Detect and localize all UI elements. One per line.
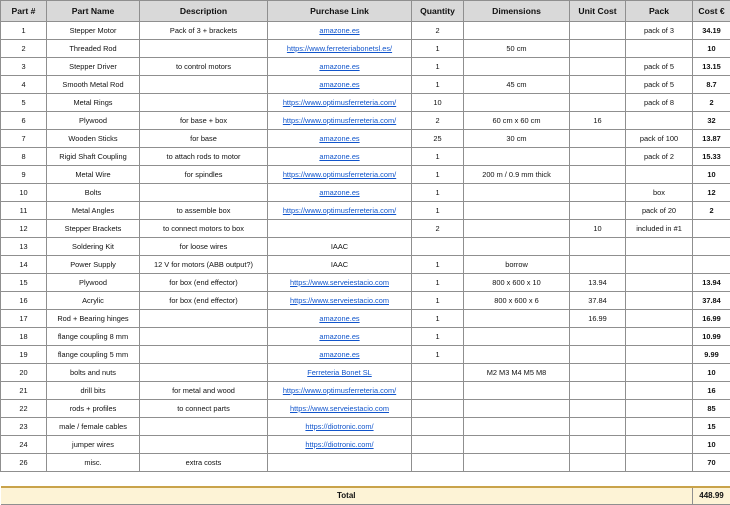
cell-unit-cost[interactable]	[570, 418, 626, 436]
table-row	[1, 256, 730, 274]
cell-part-name[interactable]: Metal Rings	[47, 94, 140, 112]
cell-description[interactable]	[140, 40, 268, 58]
purchase-link[interactable]: https://www.serveiestacio.com	[268, 292, 412, 310]
cell-unit-cost[interactable]	[570, 454, 626, 472]
cell-part-name[interactable]: Metal Wire	[47, 166, 140, 184]
cell-unit-cost[interactable]	[570, 238, 626, 256]
table-row	[1, 364, 730, 382]
cell-pack[interactable]	[626, 166, 693, 184]
cell-description[interactable]	[140, 76, 268, 94]
cell-dimensions[interactable]: 50 cm	[464, 40, 570, 58]
header-dimensions[interactable]: Dimensions	[464, 1, 570, 22]
cell-unit-cost[interactable]	[570, 184, 626, 202]
cell-part-num[interactable]: 15	[1, 274, 47, 292]
table-row	[1, 382, 730, 400]
header-pack[interactable]: Pack	[626, 1, 693, 22]
cell-dimensions[interactable]	[464, 436, 570, 454]
cell-description[interactable]: to control motors	[140, 58, 268, 76]
cell-pack[interactable]	[626, 454, 693, 472]
cell-cost[interactable]: 15.33	[693, 148, 730, 166]
cell-pack[interactable]	[626, 418, 693, 436]
cell-pack[interactable]: pack of 5	[626, 58, 693, 76]
cell-part-num[interactable]: 20	[1, 364, 47, 382]
cell-quantity[interactable]: 1	[412, 346, 464, 364]
cell-quantity[interactable]: 1	[412, 40, 464, 58]
cell-pack[interactable]: pack of 20	[626, 202, 693, 220]
cell-cost[interactable]: 37.84	[693, 292, 730, 310]
cell-pack[interactable]	[626, 364, 693, 382]
cell-dimensions[interactable]	[464, 400, 570, 418]
cell-part-name[interactable]: bolts and nuts	[47, 364, 140, 382]
purchase-link[interactable]: amazone.es	[268, 328, 412, 346]
table-row	[1, 400, 730, 418]
cell-part-num[interactable]: 5	[1, 94, 47, 112]
cell-dimensions[interactable]	[464, 328, 570, 346]
cell-quantity[interactable]: 10	[412, 94, 464, 112]
table-row	[1, 112, 730, 130]
purchase-link[interactable]: https://diotronic.com/	[268, 418, 412, 436]
cell-part-name[interactable]: jumper wires	[47, 436, 140, 454]
header-part-num[interactable]: Part #	[1, 1, 47, 22]
cell-part-name[interactable]: flange coupling 5 mm	[47, 346, 140, 364]
cell-cost[interactable]: 16	[693, 382, 730, 400]
cell-unit-cost[interactable]	[570, 436, 626, 454]
table-row	[1, 202, 730, 220]
cell-cost[interactable]: 13.94	[693, 274, 730, 292]
cell-dimensions[interactable]: 60 cm x 60 cm	[464, 112, 570, 130]
purchase-link[interactable]: amazone.es	[268, 58, 412, 76]
cell-unit-cost[interactable]	[570, 130, 626, 148]
total-label[interactable]: Total	[1, 487, 693, 505]
cell-part-name[interactable]: misc.	[47, 454, 140, 472]
cell-part-name[interactable]: Stepper Motor	[47, 22, 140, 40]
cell-dimensions[interactable]: 45 cm	[464, 76, 570, 94]
cell-description[interactable]: for box (end effector)	[140, 274, 268, 292]
table-row	[1, 292, 730, 310]
cell-description[interactable]: Pack of 3 + brackets	[140, 22, 268, 40]
table-row	[1, 454, 730, 472]
cell-unit-cost[interactable]	[570, 364, 626, 382]
cell-dimensions[interactable]	[464, 418, 570, 436]
table-row	[1, 130, 730, 148]
cell-pack[interactable]: pack of 2	[626, 148, 693, 166]
cell-part-num[interactable]: 1	[1, 22, 47, 40]
cell-part-name[interactable]: drill bits	[47, 382, 140, 400]
purchase-link[interactable]: https://www.ferreteriabonetsl.es/	[268, 40, 412, 58]
cell-quantity[interactable]	[412, 454, 464, 472]
cell-description[interactable]	[140, 364, 268, 382]
cell-cost[interactable]: 32	[693, 112, 730, 130]
cell-part-name[interactable]: Soldering Kit	[47, 238, 140, 256]
cell-quantity[interactable]: 1	[412, 58, 464, 76]
cell-unit-cost[interactable]	[570, 328, 626, 346]
cell-description[interactable]	[140, 346, 268, 364]
cell-dimensions[interactable]: 800 x 600 x 10	[464, 274, 570, 292]
cell-quantity[interactable]: 1	[412, 274, 464, 292]
cell-unit-cost[interactable]	[570, 202, 626, 220]
cell-part-name[interactable]: rods + profiles	[47, 400, 140, 418]
cell-unit-cost[interactable]	[570, 40, 626, 58]
cell-part-name[interactable]: flange coupling 8 mm	[47, 328, 140, 346]
cell-dimensions[interactable]	[464, 346, 570, 364]
cell-purchase-source[interactable]: IAAC	[268, 256, 412, 274]
table-row	[1, 76, 730, 94]
cell-unit-cost[interactable]: 13.94	[570, 274, 626, 292]
cell-unit-cost[interactable]	[570, 382, 626, 400]
cell-dimensions[interactable]	[464, 22, 570, 40]
cell-quantity[interactable]: 2	[412, 112, 464, 130]
cell-dimensions[interactable]	[464, 238, 570, 256]
cell-part-num[interactable]: 12	[1, 220, 47, 238]
table-row	[1, 40, 730, 58]
table-row	[1, 310, 730, 328]
blank-cell[interactable]	[1, 472, 730, 488]
cell-part-name[interactable]: Rod + Bearing hinges	[47, 310, 140, 328]
cell-pack[interactable]	[626, 238, 693, 256]
cell-part-num[interactable]: 6	[1, 112, 47, 130]
cell-pack[interactable]	[626, 400, 693, 418]
purchase-link[interactable]: amazone.es	[268, 346, 412, 364]
cell-part-name[interactable]: Power Supply	[47, 256, 140, 274]
purchase-link[interactable]: https://diotronic.com/	[268, 436, 412, 454]
cell-unit-cost[interactable]	[570, 94, 626, 112]
cell-cost[interactable]: 13.15	[693, 58, 730, 76]
cell-purchase-source[interactable]	[268, 454, 412, 472]
table-row	[1, 346, 730, 364]
purchase-link[interactable]: https://www.optimusferreteria.com/	[268, 382, 412, 400]
total-row	[1, 487, 730, 505]
cell-pack[interactable]	[626, 436, 693, 454]
purchase-link[interactable]: amazone.es	[268, 76, 412, 94]
cell-unit-cost[interactable]: 16.99	[570, 310, 626, 328]
cell-cost[interactable]: 10.99	[693, 328, 730, 346]
cell-quantity[interactable]: 1	[412, 202, 464, 220]
cell-quantity[interactable]: 1	[412, 256, 464, 274]
cell-part-num[interactable]: 11	[1, 202, 47, 220]
table-row	[1, 148, 730, 166]
table-row	[1, 328, 730, 346]
cell-pack[interactable]	[626, 346, 693, 364]
cell-dimensions[interactable]	[464, 454, 570, 472]
cell-part-num[interactable]: 24	[1, 436, 47, 454]
cell-cost[interactable]: 10	[693, 166, 730, 184]
cell-description[interactable]: to connect motors to box	[140, 220, 268, 238]
cell-dimensions[interactable]	[464, 220, 570, 238]
cell-pack[interactable]	[626, 40, 693, 58]
cell-cost[interactable]	[693, 238, 730, 256]
cell-purchase-source[interactable]	[268, 220, 412, 238]
cell-pack[interactable]	[626, 310, 693, 328]
cell-cost[interactable]	[693, 220, 730, 238]
cell-description[interactable]: for box (end effector)	[140, 292, 268, 310]
cell-quantity[interactable]: 1	[412, 292, 464, 310]
cell-part-num[interactable]: 7	[1, 130, 47, 148]
cell-cost[interactable]: 34.19	[693, 22, 730, 40]
header-part-name[interactable]: Part Name	[47, 1, 140, 22]
cell-cost[interactable]	[693, 256, 730, 274]
cell-part-name[interactable]: Acrylic	[47, 292, 140, 310]
cell-unit-cost[interactable]	[570, 58, 626, 76]
blank-row	[1, 472, 730, 488]
cell-unit-cost[interactable]	[570, 22, 626, 40]
cell-pack[interactable]: pack of 5	[626, 76, 693, 94]
cell-description[interactable]: for spindles	[140, 166, 268, 184]
cell-description[interactable]: for metal and wood	[140, 382, 268, 400]
cell-part-num[interactable]: 17	[1, 310, 47, 328]
cell-part-name[interactable]: Stepper Brackets	[47, 220, 140, 238]
cell-dimensions[interactable]: 200 m / 0.9 mm thick	[464, 166, 570, 184]
cell-part-num[interactable]: 19	[1, 346, 47, 364]
cell-cost[interactable]: 2	[693, 202, 730, 220]
table-row	[1, 58, 730, 76]
cell-pack[interactable]	[626, 256, 693, 274]
header-unit-cost[interactable]: Unit Cost	[570, 1, 626, 22]
cell-pack[interactable]: pack of 3	[626, 22, 693, 40]
cell-quantity[interactable]: 25	[412, 130, 464, 148]
cell-quantity[interactable]: 1	[412, 76, 464, 94]
cell-part-num[interactable]: 21	[1, 382, 47, 400]
cell-pack[interactable]	[626, 328, 693, 346]
cell-dimensions[interactable]: 800 x 600 x 6	[464, 292, 570, 310]
cell-purchase-source[interactable]: IAAC	[268, 238, 412, 256]
cell-dimensions[interactable]	[464, 58, 570, 76]
cell-part-num[interactable]: 8	[1, 148, 47, 166]
cell-description[interactable]: to assemble box	[140, 202, 268, 220]
cell-dimensions[interactable]: borrow	[464, 256, 570, 274]
cell-pack[interactable]	[626, 112, 693, 130]
cell-unit-cost[interactable]	[570, 166, 626, 184]
cell-cost[interactable]: 16.99	[693, 310, 730, 328]
cell-dimensions[interactable]	[464, 184, 570, 202]
cell-part-num[interactable]: 3	[1, 58, 47, 76]
table-row	[1, 166, 730, 184]
cell-description[interactable]	[140, 418, 268, 436]
cell-cost[interactable]: 12	[693, 184, 730, 202]
cell-part-name[interactable]: Stepper Driver	[47, 58, 140, 76]
cell-description[interactable]: to connect parts	[140, 400, 268, 418]
cell-part-num[interactable]: 9	[1, 166, 47, 184]
cell-cost[interactable]: 15	[693, 418, 730, 436]
cell-unit-cost[interactable]: 10	[570, 220, 626, 238]
header-quantity[interactable]: Quantity	[412, 1, 464, 22]
cell-unit-cost[interactable]	[570, 346, 626, 364]
purchase-link[interactable]: amazone.es	[268, 130, 412, 148]
table-row	[1, 436, 730, 454]
cell-description[interactable]: for loose wires	[140, 238, 268, 256]
cell-dimensions[interactable]: 30 cm	[464, 130, 570, 148]
cell-description[interactable]: 12 V for motors (ABB output?)	[140, 256, 268, 274]
cell-dimensions[interactable]	[464, 382, 570, 400]
cell-quantity[interactable]: 2	[412, 22, 464, 40]
cell-dimensions[interactable]: M2 M3 M4 M5 M8	[464, 364, 570, 382]
purchase-link[interactable]: amazone.es	[268, 22, 412, 40]
cell-dimensions[interactable]	[464, 148, 570, 166]
purchase-link[interactable]: https://www.serveiestacio.com	[268, 274, 412, 292]
purchase-link[interactable]: amazone.es	[268, 310, 412, 328]
purchase-link[interactable]: amazone.es	[268, 148, 412, 166]
table-row	[1, 238, 730, 256]
cell-unit-cost[interactable]	[570, 256, 626, 274]
cell-pack[interactable]	[626, 382, 693, 400]
purchase-link[interactable]: https://www.serveiestacio.com	[268, 400, 412, 418]
table-body	[1, 22, 730, 472]
header-link[interactable]: Purchase Link	[268, 1, 412, 22]
purchase-link[interactable]: https://www.optimusferreteria.com/	[268, 112, 412, 130]
cell-description[interactable]	[140, 310, 268, 328]
cell-description[interactable]	[140, 184, 268, 202]
cell-quantity[interactable]	[412, 418, 464, 436]
cell-cost[interactable]: 10	[693, 364, 730, 382]
cell-dimensions[interactable]	[464, 310, 570, 328]
purchase-link[interactable]: https://www.optimusferreteria.com/	[268, 202, 412, 220]
header-row	[1, 1, 730, 22]
cell-part-name[interactable]: Plywood	[47, 274, 140, 292]
cell-part-name[interactable]: Bolts	[47, 184, 140, 202]
cell-part-num[interactable]: 10	[1, 184, 47, 202]
cell-unit-cost[interactable]	[570, 76, 626, 94]
cell-unit-cost[interactable]: 37.84	[570, 292, 626, 310]
cell-part-num[interactable]: 16	[1, 292, 47, 310]
purchase-link[interactable]: Ferreteria Bonet SL	[268, 364, 412, 382]
cell-pack[interactable]	[626, 292, 693, 310]
table-row	[1, 94, 730, 112]
cell-unit-cost[interactable]	[570, 148, 626, 166]
cell-description[interactable]: to attach rods to motor	[140, 148, 268, 166]
cell-quantity[interactable]: 1	[412, 328, 464, 346]
cell-part-name[interactable]: male / female cables	[47, 418, 140, 436]
cell-description[interactable]: for base + box	[140, 112, 268, 130]
cell-unit-cost[interactable]	[570, 400, 626, 418]
purchase-link[interactable]: amazone.es	[268, 184, 412, 202]
cell-quantity[interactable]: 1	[412, 166, 464, 184]
table-row	[1, 220, 730, 238]
cell-description[interactable]	[140, 436, 268, 454]
cell-dimensions[interactable]	[464, 202, 570, 220]
cell-quantity[interactable]: 1	[412, 184, 464, 202]
cell-quantity[interactable]	[412, 436, 464, 454]
cell-quantity[interactable]: 1	[412, 148, 464, 166]
cell-part-num[interactable]: 4	[1, 76, 47, 94]
purchase-link[interactable]: https://www.optimusferreteria.com/	[268, 94, 412, 112]
table-row	[1, 22, 730, 40]
cell-cost[interactable]: 10	[693, 436, 730, 454]
cell-description[interactable]: for base	[140, 130, 268, 148]
cell-pack[interactable]: pack of 100	[626, 130, 693, 148]
cell-pack[interactable]	[626, 274, 693, 292]
header-description[interactable]: Description	[140, 1, 268, 22]
cell-description[interactable]	[140, 328, 268, 346]
cell-cost[interactable]: 8.7	[693, 76, 730, 94]
cell-part-num[interactable]: 23	[1, 418, 47, 436]
table-row	[1, 184, 730, 202]
cell-cost[interactable]: 2	[693, 94, 730, 112]
cell-pack[interactable]: pack of 8	[626, 94, 693, 112]
table-row	[1, 274, 730, 292]
cell-quantity[interactable]: 2	[412, 220, 464, 238]
cell-part-name[interactable]: Rigid Shaft Coupling	[47, 148, 140, 166]
cell-part-name[interactable]: Threaded Rod	[47, 40, 140, 58]
cell-unit-cost[interactable]: 16	[570, 112, 626, 130]
purchase-link[interactable]: https://www.optimusferreteria.com/	[268, 166, 412, 184]
cell-quantity[interactable]	[412, 238, 464, 256]
cell-part-num[interactable]: 22	[1, 400, 47, 418]
total-value[interactable]: 448.99	[693, 487, 730, 505]
cell-cost[interactable]: 13.87	[693, 130, 730, 148]
cell-part-name[interactable]: Metal Angles	[47, 202, 140, 220]
cell-part-num[interactable]: 2	[1, 40, 47, 58]
cell-pack[interactable]: box	[626, 184, 693, 202]
cell-part-num[interactable]: 14	[1, 256, 47, 274]
cell-part-name[interactable]: Smooth Metal Rod	[47, 76, 140, 94]
cell-pack[interactable]: included in #1	[626, 220, 693, 238]
cell-quantity[interactable]	[412, 400, 464, 418]
cell-quantity[interactable]	[412, 382, 464, 400]
cell-description[interactable]	[140, 94, 268, 112]
cell-part-name[interactable]: Wooden Sticks	[47, 130, 140, 148]
table-row	[1, 418, 730, 436]
cell-quantity[interactable]	[412, 364, 464, 382]
cell-quantity[interactable]: 1	[412, 310, 464, 328]
cell-cost[interactable]: 10	[693, 40, 730, 58]
cell-cost[interactable]: 70	[693, 454, 730, 472]
cell-description[interactable]: extra costs	[140, 454, 268, 472]
cell-part-num[interactable]: 18	[1, 328, 47, 346]
cell-part-num[interactable]: 13	[1, 238, 47, 256]
cell-part-num[interactable]: 26	[1, 454, 47, 472]
cell-cost[interactable]: 85	[693, 400, 730, 418]
cell-dimensions[interactable]	[464, 94, 570, 112]
cell-part-name[interactable]: Plywood	[47, 112, 140, 130]
cell-cost[interactable]: 9.99	[693, 346, 730, 364]
header-cost[interactable]: Cost €	[693, 1, 730, 22]
